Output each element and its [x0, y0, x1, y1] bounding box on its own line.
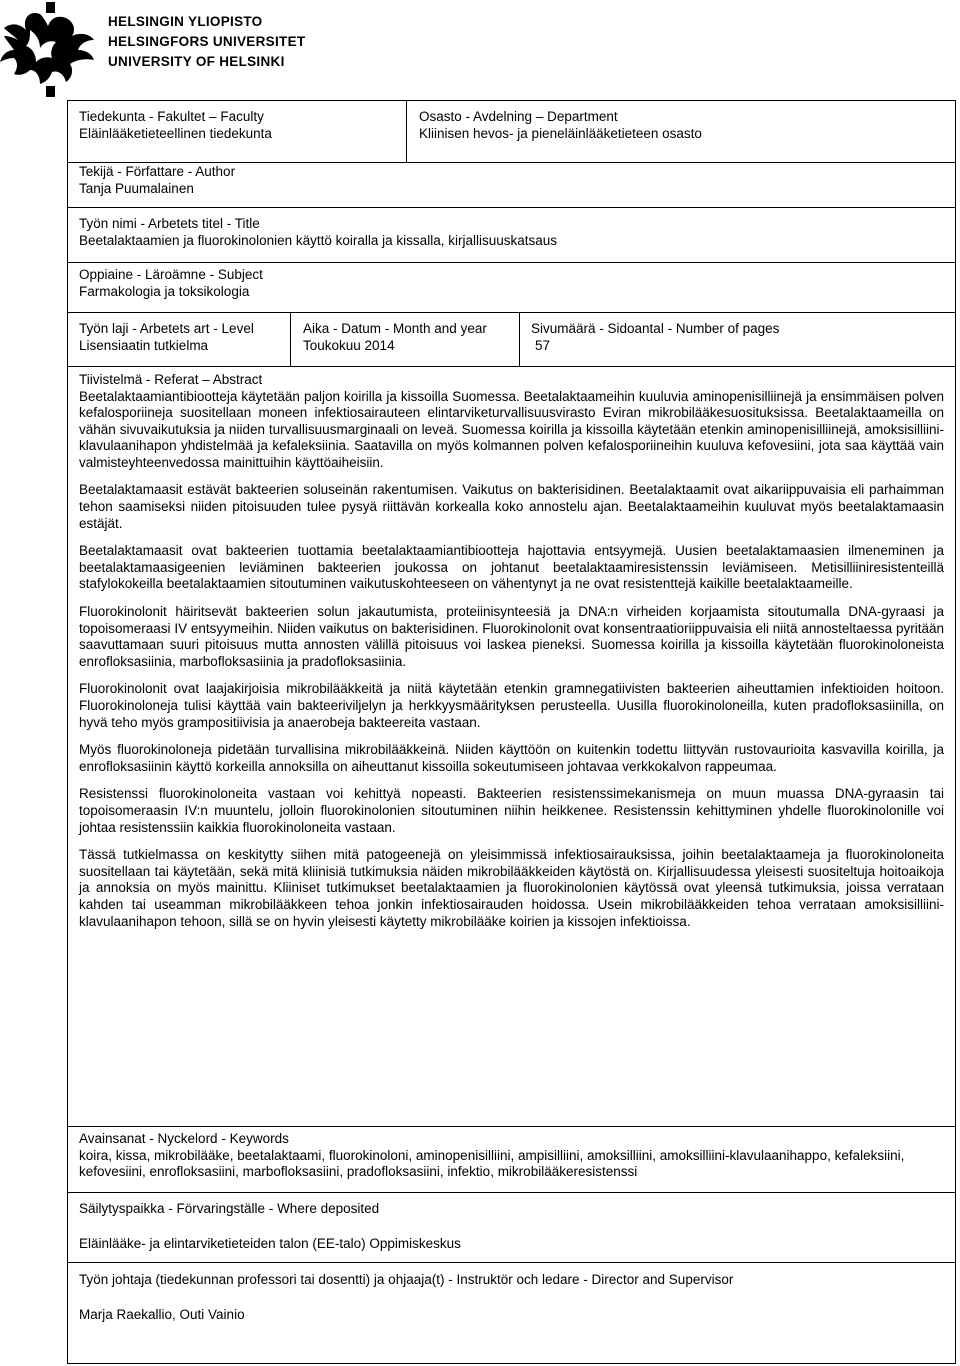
deposited-value: Eläinlääke- ja elintarviketieteiden talon (EE-talo) Oppimiskeskus: [79, 1235, 461, 1251]
supervisor-cell: [68, 1263, 955, 1362]
supervisor-label: Työn johtaja (tiedekunnan professori tai dosentti) ja ohjaaja(t) - Instruktör och ledare - Director and Supervisor: [79, 1272, 734, 1287]
keywords-row: [68, 1127, 955, 1193]
author-value: Tanja Puumalainen: [79, 180, 194, 196]
abstract-paragraph: Myös fluorokinoloneja pidetään turvallisina mikrobilääkkeinä. Niiden käyttöön on kuitenkin todettu liittyvän rustovaurioita kasvavilla koirilla, ja enrofloksasiinin käyttö korkeilla annoksilla on aiheuttanut kissoilla sokeutumiseen johtavaa verkkokalvon rappeumaa.: [79, 742, 944, 774]
deposited-row: [68, 1193, 955, 1263]
title-row: [68, 208, 955, 263]
author-label: Tekijä - Författare - Author: [79, 164, 236, 179]
logo-line-fi: HELSINGIN YLIOPISTO: [108, 14, 263, 29]
abstract-paragraph: Tässä tutkielmassa on keskitytty siihen mitä patogeenejä on yleisimmissä infektiosairauksissa, joihin beetalaktaameja ja fluorokinoloneita suositellaan tai käytetään, sekä mitä kliinisiä tutkimuksia näiden mikrobilääkkeiden käytöstä on. Kirjallisuudessa yleisesti suositeltuja hoitoaikoja ja annoksia on myös mainittu. Kliiniset tutkimukset beetalaktaamien ja fluorokinolonien käytössä ovat yleensä tutkimuksia, joissa verrataan kahden tai useamman mikrobilääkkeen tehoa jonkin infektiosairauden hoidossa. Usein mikrobilääkkeiden tehoa verrataan amoksisilliini-klavulaanihapon tehoon, sillä se on hyvin yleisesti käytetty mikrobilääke koirien ja kissojen infektioissa.: [79, 847, 944, 929]
abstract-paragraph: Resistenssi fluorokinoloneita vastaan voi kehittyä nopeasti. Bakteerien resistenssimekanismeja on muun muassa DNA-gyraasin tai topoisomeraasin IV:n muuntelu, jolloin fluorokinolonien sitoutuminen niihin heikkenee. Resistenssin kehittyminen yhdelle fluorokinolonille voi johtaa resistenssiin kaikkia fluorokinoloneita vastaan.: [79, 786, 944, 835]
date-value: Toukokuu 2014: [303, 337, 395, 353]
title-label: Työn nimi - Arbetets titel - Title: [79, 216, 260, 231]
deposited-cell: [68, 1193, 955, 1262]
level-value: Lisensiaatin tutkielma: [79, 337, 209, 353]
keywords-value: koira, kissa, mikrobilääke, beetalaktaami, fluorokinoloni, aminopenisilliini, ampisilliini, amoksilliini, amoksilliini-klavulaanihappo, kefaleksiini, kefovesiini, enrofloksasiini, marbofloksasiini, pradofloksasiini, infektio, mikrobilääkeresistenssi: [79, 1147, 905, 1179]
subject-cell: [68, 263, 955, 312]
logo-line-en: UNIVERSITY OF HELSINKI: [108, 54, 285, 69]
subject-value: Farmakologia ja toksikologia: [79, 283, 250, 299]
abstract-paragraph: Fluorokinolonit häiritsevät bakteerien solun jakautumista, proteiinisynteesiä ja DNA:n virheiden korjaamista sitoutumalla DNA-gyraasi ja topoisomeraasi IV entsyymeihin. Niiden vaikutus on bakterisidinen. Fluorokinolonit ovat konsentraatioriippuvaisia eli niitä annosteltaessa pyritään saavuttamaan suuri pitoisuus mutta annosten välillä pitoisuus voi laskea pieneksi. Suomessa koirilla ja kissoilla käytetään fluorokinoloneista enrofloksasiinia, marbofloksasiinia ja pradofloksasiinia.: [79, 604, 944, 669]
supervisor-value: Marja Raekallio, Outi Vainio: [79, 1306, 245, 1322]
faculty-value: Eläinlääketieteellinen tiedekunta: [79, 125, 272, 141]
department-cell: [408, 101, 955, 162]
author-row: [68, 163, 955, 208]
abstract-paragraph: Beetalaktamaasit ovat bakteerien tuottamia beetalaktaamiantibiootteja hajottavia entsyymejä. Uusien beetalaktamaasien ilmeneminen ja beetalaktamaasigeenien leviäminen bakteerien joukossa on johtanut beetalaktaamiresistenssin leviämiseen. Metisilliiniresistenteillä stafylokokeilla beetalaktaamien sitoutuminen vaikutuskohteeseen on vähentynyt ja ne ovat resistenttejä kaikille beetalaktaameille.: [79, 543, 944, 592]
subject-label: Oppiaine - Läroämne - Subject: [79, 267, 263, 282]
pages-label: Sivumäärä - Sidoantal - Number of pages: [531, 321, 780, 336]
deposited-label: Säilytyspaikka - Förvaringställe - Where deposited: [79, 1201, 380, 1216]
abstract-label: Tiivistelmä - Referat – Abstract: [79, 372, 263, 387]
subject-row: [68, 263, 955, 313]
pages-cell: [521, 313, 955, 366]
department-label: Osasto - Avdelning – Department: [419, 109, 618, 124]
level-cell: [68, 313, 287, 366]
keywords-label: Avainsanat - Nyckelord - Keywords: [79, 1131, 289, 1146]
author-cell: [68, 163, 955, 207]
faculty-department-row: [68, 101, 955, 163]
abstract-form: [67, 100, 956, 1364]
supervisor-row: [68, 1263, 955, 1362]
abstract-paragraph: Beetalaktamaasit estävät bakteerien soluseinän rakentumisen. Vaikutus on bakterisidinen. Beetalaktaamit ovat aikariippuvaisia eli parhaimman tehon saamiseksi niiden pitoisuuden tulee pysyä riittävän korkealla koko annostelu ajan. Beetalaktaameihin kuuluvat myös beetalaktamaasin estäjät.: [79, 482, 944, 531]
faculty-label: Tiedekunta - Fakultet – Faculty: [79, 109, 264, 124]
department-value: Kliinisen hevos- ja pieneläinlääketieteen osasto: [419, 125, 702, 141]
pages-value: 57: [535, 337, 551, 353]
title-value: Beetalaktaamien ja fluorokinolonien käyttö koiralla ja kissalla, kirjallisuuskatsaus: [79, 232, 557, 248]
abstract-section: [68, 367, 955, 1127]
level-date-pages-row: [68, 313, 955, 367]
flame-logo-icon: [0, 0, 102, 100]
faculty-cell: [68, 101, 407, 162]
logo-line-sv: HELSINGFORS UNIVERSITET: [108, 34, 306, 49]
date-cell: [292, 313, 519, 366]
abstract-paragraph: Beetalaktaamiantibiootteja käytetään paljon koirilla ja kissoilla Suomessa. Beetalaktaameihin kuuluvia aminopenisilliinejä ja ensimmäisen polven kefalosporiineja suositellaan moneen infektiosairauteen elintarviketurvallisuusvirasto Eviran mikrobilääkesuosituksissa. Beetalaktaameilla on vähän sivuvaikutuksia ja niiden turvallisuusmarginaali on leveä. Suomessa koirilla ja kissoilla käytetään etenkin aminopenisilliinejä, amoksisilliini-klavulaanihapon yhdistelmää ja kefaleksiinia. Saatavilla on myös kolmannen polven kefalosporiineihin kuuluva kefovesiini, jota saa käyttää vain valmisteyhteenvedossa mainittuihin käyttöaiheisiin.: [79, 388, 944, 470]
date-label: Aika - Datum - Month and year: [303, 321, 487, 336]
level-label: Työn laji - Arbetets art - Level: [79, 321, 254, 336]
title-cell: [68, 208, 955, 262]
abstract-paragraph: Fluorokinolonit ovat laajakirjoisia mikrobilääkkeitä ja niitä käytetään etenkin gramnegatiivisten bakteerien aiheuttamien infektioiden hoitoon. Fluorokinoloneja tulisi käyttää vain bakteeriviljelyn ja herkkyysmäärityksen perusteella. Uusilla fluorokinoloneilla, kuten pradofloksasiinilla, on hyvä teho myös grampositiivisia ja anaerobeja bakteereita vastaan.: [79, 681, 944, 730]
keywords-cell: [68, 1127, 955, 1192]
university-logo: [0, 0, 306, 100]
